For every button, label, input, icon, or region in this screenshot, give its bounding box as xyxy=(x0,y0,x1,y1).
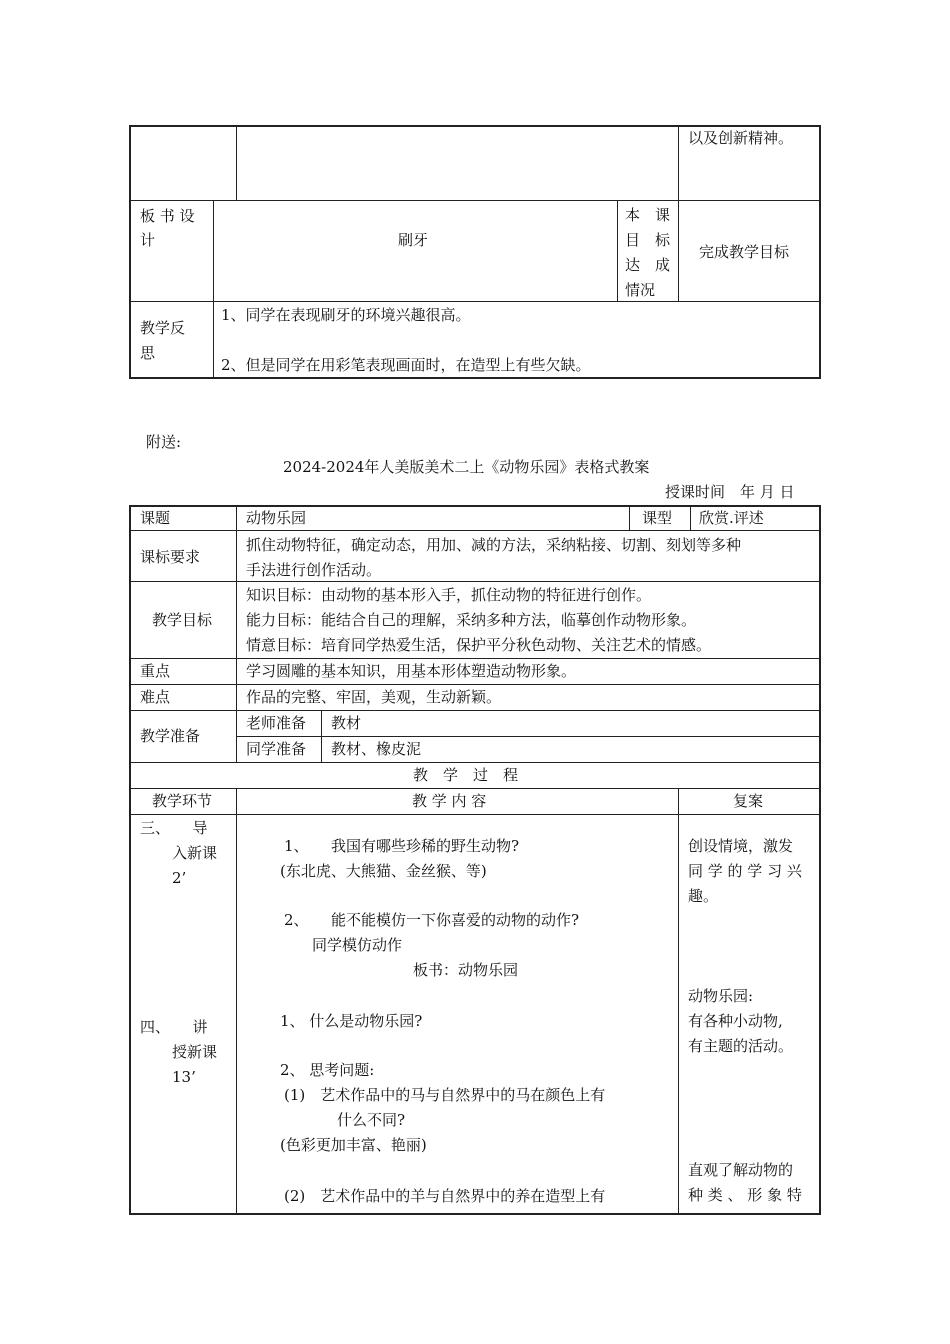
table-1-col-divider xyxy=(617,200,618,301)
plan-park-line3: 有主题的活动。 xyxy=(688,1037,794,1055)
table-1-col-divider xyxy=(213,200,214,378)
goal-label-line1: 本 课 xyxy=(625,206,671,224)
table-2-row-divider xyxy=(130,814,820,815)
col-header-content: 教 学 内 容 xyxy=(412,792,487,810)
content-p2-2a: (2) 艺术作品中的羊与自然界中的养在造型上有 xyxy=(284,1187,606,1205)
board-design-label-line2: 计 xyxy=(140,231,156,249)
teacher-prep-label: 老师准备 xyxy=(246,714,307,732)
table-2-row-divider xyxy=(130,658,820,659)
plan-observe-line2: 种 类 、 形 象 特 xyxy=(688,1186,802,1204)
objectives-label: 教学目标 xyxy=(152,611,213,629)
table-2-row-divider xyxy=(130,581,820,582)
content-p2-1-answer: (色彩更加丰富、艳丽) xyxy=(280,1136,427,1154)
topic-value: 动物乐园 xyxy=(246,509,307,527)
key-point-label: 重点 xyxy=(140,662,171,680)
table-2-col-divider xyxy=(236,788,237,1214)
goal-label-line2: 目 标 xyxy=(625,231,671,249)
topic-label: 课题 xyxy=(140,509,171,527)
table-1-col-divider xyxy=(678,126,679,200)
teacher-prep-value: 教材 xyxy=(331,714,362,732)
content-p2: 2、 思考问题: xyxy=(280,1061,375,1079)
key-point-value: 学习圆雕的基本知识，用基本形体塑造动物形象。 xyxy=(246,662,577,680)
table-1-col-divider xyxy=(236,126,237,200)
content-q1: 1、 我国有哪些珍稀的野生动物? xyxy=(284,837,520,855)
reflection-item-2: 2、但是同学在用彩笔表现画面时，在造型上有些欠缺。 xyxy=(221,356,591,374)
content-p1: 1、 什么是动物乐园? xyxy=(280,1012,423,1030)
table-2-row-divider xyxy=(130,710,820,711)
lesson-type-value: 欣赏.评述 xyxy=(699,509,764,527)
col-header-plan: 复案 xyxy=(733,792,764,810)
objective-knowledge: 知识目标：由动物的基本形入手，抓住动物的特征进行创作。 xyxy=(246,586,652,604)
board-design-value: 刷牙 xyxy=(398,231,429,249)
lesson-time: 授课时间 年 月 日 xyxy=(665,483,795,501)
student-prep-value: 教材、橡皮泥 xyxy=(331,740,422,758)
board-design-label-line1: 板 书 设 xyxy=(140,207,195,225)
stage-teach-line2: 授新课 xyxy=(172,1043,218,1061)
table-2-row-divider xyxy=(130,762,820,763)
student-prep-label: 同学准备 xyxy=(246,740,307,758)
stage-intro-line3: 2’ xyxy=(172,869,187,887)
plan-park-line2: 有各种小动物, xyxy=(688,1012,783,1030)
table-2-row-divider xyxy=(130,788,820,789)
table-2-row-divider xyxy=(236,736,820,737)
standard-line-2: 手法进行创作活动。 xyxy=(246,561,382,579)
goal-label-line4: 情况 xyxy=(625,281,656,299)
stage-teach-line1: 四、 讲 xyxy=(140,1018,208,1036)
appendix-label: 附送: xyxy=(146,433,182,451)
innovation-spirit-text: 以及创新精神。 xyxy=(688,129,794,147)
standard-line-1: 抓住动物特征，确定动态，用加、减的方法，采纳粘接、切割、刻划等多种 xyxy=(246,536,742,554)
plan-intro-line3: 趣。 xyxy=(688,887,719,905)
table-2-col-divider xyxy=(321,710,322,762)
plan-observe-line1: 直观了解动物的 xyxy=(688,1161,794,1179)
content-p2-1b: 什么不同? xyxy=(337,1111,406,1129)
content-q2: 2、 能不能模仿一下你喜爱的动物的动作? xyxy=(284,911,580,929)
stage-intro-line2: 入新课 xyxy=(172,844,218,862)
reflection-item-1: 1、同学在表现刷牙的环境兴趣很高。 xyxy=(221,306,471,324)
preparation-label: 教学准备 xyxy=(140,727,201,745)
objective-ability: 能力目标：能结合自己的理解，采纳多种方法，临摹创作动物形象。 xyxy=(246,611,697,629)
content-board: 板书：动物乐园 xyxy=(413,961,519,979)
document-title: 2024-2024年人美版美术二上《动物乐园》表格式教案 xyxy=(283,458,650,476)
reflection-label-line2: 思 xyxy=(140,344,156,362)
difficulty-value: 作品的完整、牢固，美观，生动新颖。 xyxy=(246,688,502,706)
standard-label: 课标要求 xyxy=(140,548,201,566)
plan-intro-line1: 创设情境，激发 xyxy=(688,837,794,855)
plan-park-line1: 动物乐园: xyxy=(688,987,754,1005)
difficulty-label: 难点 xyxy=(140,688,171,706)
process-title: 教 学 过 程 xyxy=(413,766,519,784)
table-2-col-divider xyxy=(629,506,630,530)
goal-label-line3: 达 成 xyxy=(625,256,671,274)
content-q1-answer: (东北虎、大熊猫、金丝猴、等) xyxy=(280,862,487,880)
objective-emotion: 情意目标：培育同学热爱生活，保护平分秋色动物、关注艺术的情感。 xyxy=(246,636,712,654)
table-2-col-divider xyxy=(236,506,237,762)
goal-value: 完成教学目标 xyxy=(699,243,790,261)
content-p2-1a: (1) 艺术作品中的马与自然界中的马在颜色上有 xyxy=(284,1086,606,1104)
table-2-col-divider xyxy=(678,788,679,1214)
stage-teach-line3: 13’ xyxy=(172,1068,196,1086)
plan-intro-line2: 同 学 的 学 习 兴 xyxy=(688,862,802,880)
table-2-col-divider xyxy=(690,506,691,530)
table-1-row-divider xyxy=(130,200,820,201)
table-1-col-divider xyxy=(678,200,679,301)
reflection-label-line1: 教学反 xyxy=(140,319,186,337)
lesson-type-label: 课型 xyxy=(642,509,673,527)
stage-intro-line1: 三、 导 xyxy=(140,819,208,837)
table-2-row-divider xyxy=(130,684,820,685)
content-q2-action: 同学模仿动作 xyxy=(312,936,403,954)
col-header-stage: 教学环节 xyxy=(152,792,213,810)
table-2-row-divider xyxy=(130,530,820,531)
table-1-row-divider xyxy=(130,301,820,302)
